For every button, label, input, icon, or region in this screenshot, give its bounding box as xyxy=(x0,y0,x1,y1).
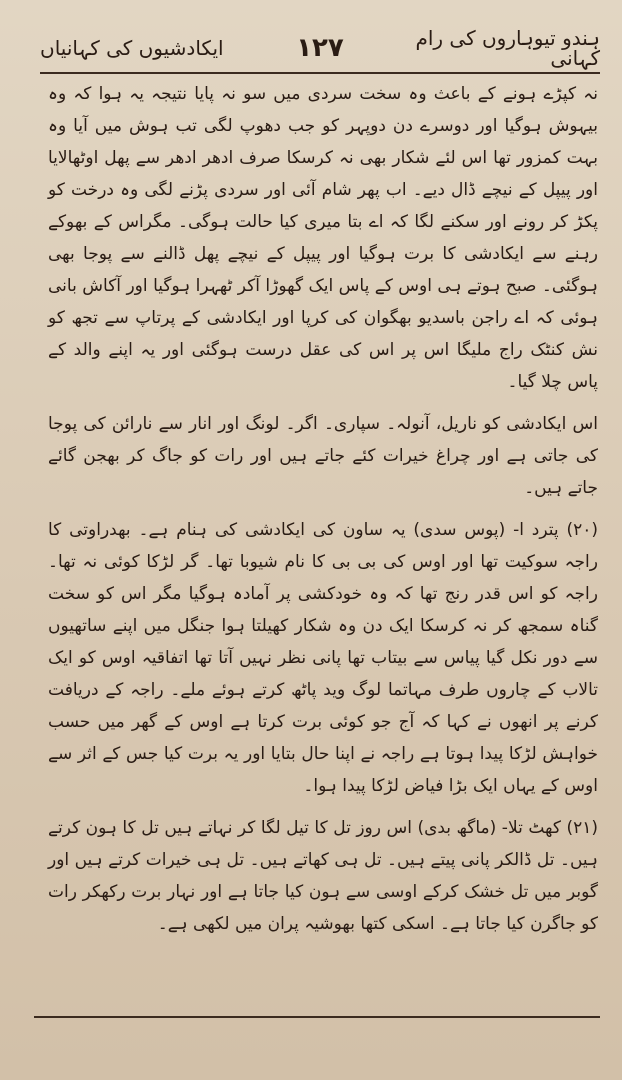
footer-rule xyxy=(34,1016,600,1018)
paragraph: نہ کپڑے ہونے کے باعث وہ سخت سردی میں سو نہ پایا نتیجہ یہ ہوا کہ وہ بیہوش ہوگیا اور دوسرے دن دوپہر کو جب دھوپ لگی تب ہوش میں آیا وہ بہت کمزور تھا اس لئے شکار بھی نہ کرسکا صرف ادھر ادھر سے پھل اوٹھالایا اور پیپل کے نیچے ڈال دیے۔ اب پھر شام آئی اور سردی پڑنے لگی وہ درخت کو پکڑ کر رونے اور سکنے لگا کہ اے بتا میری کیا حالت ہوگی۔ مگراس کے بھوکے رہنے سے ایکادشی کا برت ہوگیا اور پیپل کے نیچے پھل ڈالنے سے پوجا بھی ہوگئی۔ صبح ہوتے ہی اوس کے پاس ایک گھوڑا آکر ٹھہرا ہوگیا اور آکاش بانی ہوئی کہ اے راجن باسدیو بھگوان کی کرپا اور ایکادشی کے پرتاپ سے تجھ کو نش کنٹک راج ملیگا اس پر اس کی عقل درست ہوگئی اور یہ اپنے والد کے پاس چلا گیا۔ xyxy=(48,84,598,392)
paragraph: (۲۰) پترد ا- (پوس سدی) یہ ساون کی ایکادشی کی ہنام ہے۔ بھدراوتی کا راجہ سوکیت تھا اور اوس کی بی بی کا نام شیوبا تھا۔ گر لڑکا کوئی نہ تھا۔ راجہ کو اس قدر رنج تھا کہ وہ خودکشی پر آمادہ ہوگیا مگر اس کو سخت گناہ سمجھ کر نہ کرسکا ایک دن وہ شکار کھیلتا ہوا جنگل میں اپنے ساتھیوں سے دور نکل گیا پیاس سے بیتاب تھا پانی نظر نہیں آتا تھا اتفاقیہ اوس کو ایک تالاب کے چاروں طرف مہاتما لوگ وید پاٹھ کرتے ہوئے ملے۔ راجہ کے دریافت کرنے پر انھوں نے کہا کہ آج جو کوئی برت کرتا ہے اوس کے گھر میں حسب خواہش لڑکا پیدا ہوتا ہے راجہ نے اپنا حال بتایا اور یہ برت کیا جس کے اثر سے اوس کے یہاں ایک بڑا فیاض لڑکا پیدا ہوا۔ xyxy=(48,520,598,796)
section-title: ایکادشیوں کی کہانیاں xyxy=(40,36,224,60)
running-title: ہندو تیوہاروں کی رام کہانی xyxy=(415,26,600,70)
page-body xyxy=(48,78,598,1004)
paragraph: اس ایکادشی کو ناریل، آنولہ۔ سپاری۔ اگر۔ لونگ اور انار سے نارائن کی پوجا کی جاتی ہے اور چراغ خیرات کئے جاتے ہیں اور رات کو جاگ کر بھجن گائے جاتے ہیں۔ xyxy=(48,414,598,498)
header-rule xyxy=(40,72,600,74)
page-number: ۱۲۷ xyxy=(296,33,344,63)
page-header xyxy=(40,26,600,70)
paragraph: (۲۱) کھٹ تلا- (ماگھ بدی) اس روز تل کا تیل لگا کر نہاتے ہیں تل کا ہون کرتے ہیں۔ تل ڈالکر پانی پیتے ہیں۔ تل ہی کھاتے ہیں۔ تل ہی خیرات کرتے ہیں اور گوبر میں تل خشک کرکے اوسی سے ہون کیا جاتا ہے اور نہار برت رکھکر رات کو جاگرن کیا جاتا ہے۔ اسکی کتھا بھوشیہ پران میں لکھی ہے۔ xyxy=(48,818,598,934)
